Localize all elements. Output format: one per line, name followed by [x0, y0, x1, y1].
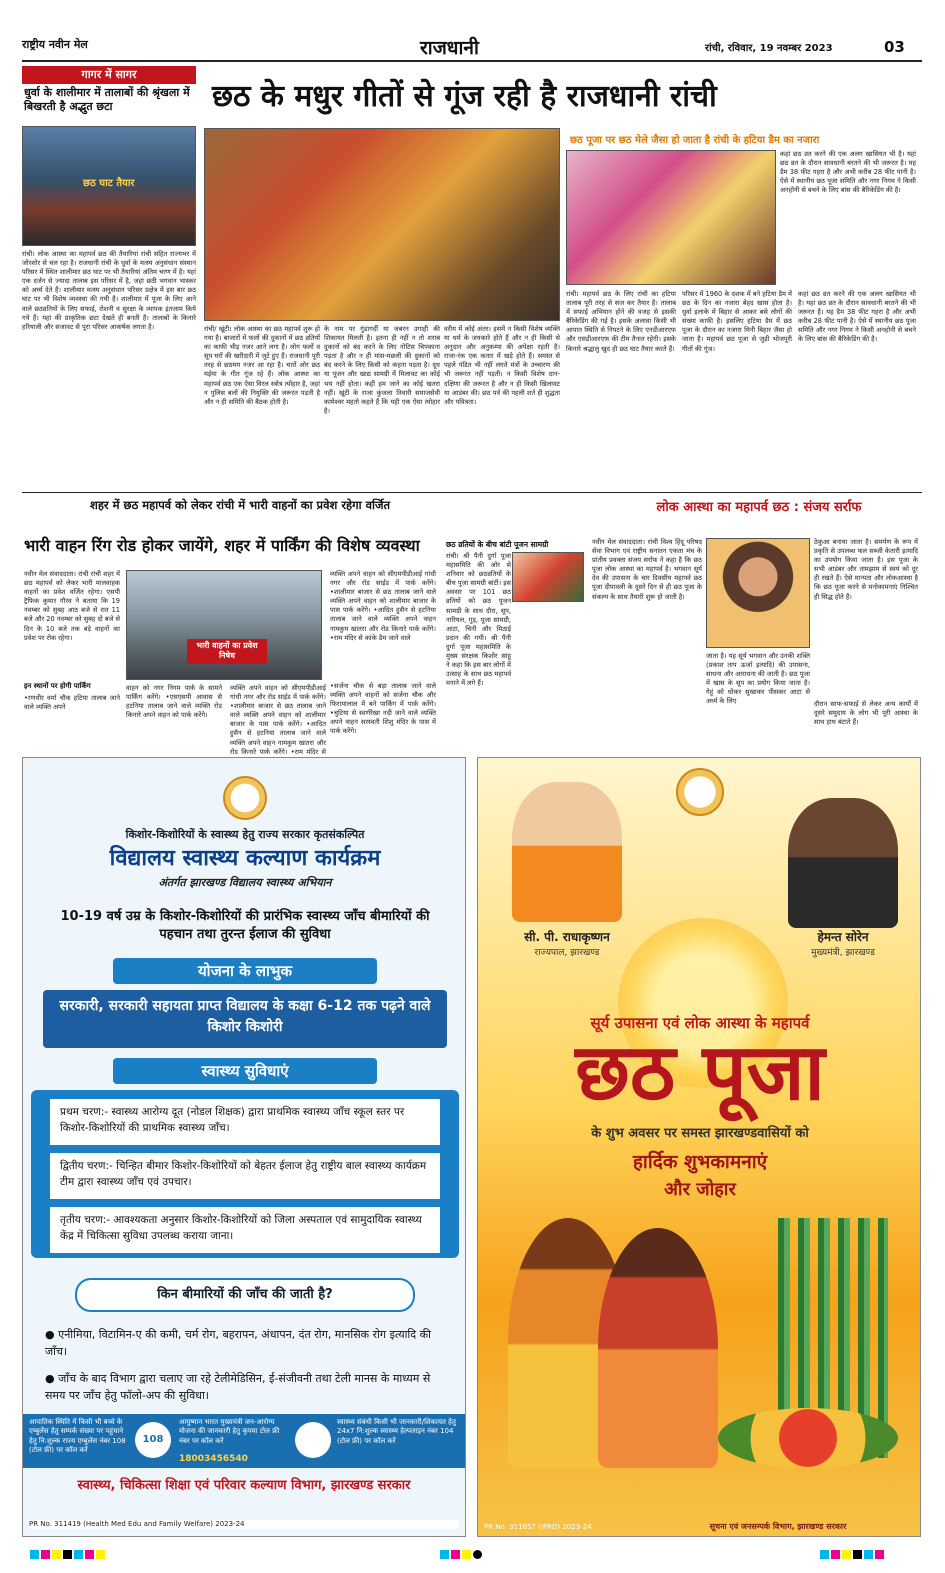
traffic-photo	[126, 570, 322, 680]
fruits-basket-illustration	[718, 1408, 898, 1468]
hatia-dam-photo	[566, 150, 776, 285]
stages-panel	[31, 1090, 459, 1258]
helpline-ayushman: आयुष्मान भारत मुख्यमंत्री जन-आरोग्य योजना की जानकारी हेतु कृपया टोल फ्री नंबर पर कॉल करें	[179, 1418, 280, 1445]
samagri-body: रांची। श्री पैनी दुर्गा पूजा महासमिति की ओर से शनिवार को छठव्रतियों के बीच पूजा सामग्री बांटी। इस अवसर पर 101 छठ व्रतियों को छठ पूजन सामग्री के साथ दौरा, सूप, नारियल, गुड़, पूजा सामग्री, आटा, चिनी और मिठाई प्रदान की गयी। श्री पैनी दुर्गा पूजा महासमिति के मुख्य संरक्षक किशोर साहू ने कहा कि इस बार लोगों में उत्साह के साथ छठ महापर्व मनाने में लगे हैं।	[446, 552, 511, 688]
sanjay-col-1: नवीन मेल संवाददाता। रांची विश्व हिंदू परिषद सेवा विभाग एवं राष्ट्रीय सनातन एकता मंच के प्रांतीय प्रवक्ता संजय सर्राफ ने कहा है कि छठ पूजा लोक आस्था का महापर्व है। भगवान सूर्य देव की उपासना के चार दिवसीय महापर्व छठ पूजा दीपावली के दूसरे दिन से ही छठ पूजा के संकल्प के साथ तैयारी शुरू हो जाती है।	[592, 538, 702, 601]
facilities-heading: स्वास्थ्य सुविधाएं	[113, 1058, 377, 1084]
traffic-col-1: नवीन मेल संवाददाता। रांची रांची शहर में छठ महापर्व को लेकर भारी मालवाहक वाहनों का प्रवेश वर्जित रहेगा। एसपी ट्रैफिक कुमार गौरव ने बताया कि 19 नवम्बर को सुबह आठ बजे से रात 11 बजे और 20 नवम्बर को सुबह दो बजे से दिन के 10 बजे तक बड़े वाहनों का प्रवेश पर रोक रहेगा।	[24, 570, 121, 642]
disease-bullet-2: ● जाँच के बाद विभाग द्वारा चलाए जा रहे टेलीमेडिसिन, ई-संजीवनी तथा टेली मानस के माध्यम से समय पर जाँच हेतु फॉलो-अप की सुविधा।	[45, 1372, 431, 1403]
traffic-col-4: •सर्जना चौक से बड़ा तालाब जाने वाले व्यक्ति अपने वाहनों को सर्जना चौक और फिरायालाल में बने पार्किंग में पार्क करेंगे। •चुटिया से स्वर्णरेखा नदी जाने वाले व्यक्ति अपने वाहन सरस्वती शिशु मंदिर के पास में पार्क करेंगे।	[330, 682, 436, 744]
disease-bullet-1-text: एनीमिया, विटामिन-ए की कमी, चर्म रोग, बहरापन, अंधापन, दंत रोग, मानसिक रोग इत्यादि की जाँच।	[45, 1328, 431, 1359]
disease-bullet-2-text: जाँच के बाद विभाग द्वारा चलाए जा रहे टेलीमेडिसिन, ई-संजीवनी तथा टेली मानस के माध्यम से समय पर जाँच हेतु फॉलो-अप की सुविधा।	[45, 1372, 431, 1403]
health-program-ad	[22, 757, 466, 1537]
greeting-line-3: और जोहार	[664, 1179, 736, 1200]
ad-health-top-line: किशोर-किशोरियों के स्वास्थ्य हेतु राज्य सरकार कृतसंकल्पित	[125, 828, 365, 841]
print-color-bar-center	[440, 1550, 484, 1562]
hatia-col-3: कहां छठ व्रत करने की एक अलग खासियत भी है। यहां छठ व्रत के दौरान सावधानी बरतने की भी जरूरत है। यह डैम 38 फीट गहरा है और अभी करीब 28 फीट पानी है। ऐसे में स्थानीय छठ पूजा समिति और नगर निगम ने किसी अनहोनी से बचने के लिए बांस की बैरिकेडिंग की है।	[780, 150, 916, 195]
governor-role: राज्यपाल, झारखण्ड	[534, 948, 600, 958]
print-color-bar-left	[30, 1550, 107, 1562]
traffic-headline: भारी वाहन रिंग रोड होकर जायेंगे, शहर में पार्किंग की विशेष व्यवस्था	[24, 536, 420, 555]
sanjay-col-2: ठेकुआ बनाया जाता है। समर्पण के रूप में प्रकृति से उपलब्ध फल सब्जी केतारी इत्यादि का उपयोग किया जाता है। इस पूजा के सभी आडंबर और तामझाम से स्वयं को दूर ही रखते हैं। ऐसे मान्यता और लोकआस्था है कि छठ पूजा करने से मनोकामनाएं निश्चित ही सिद्ध होते हैं।	[814, 538, 918, 601]
hatia-headline: छठ पूजा पर छठ मेले जैसा हो जाता है रांची के हटिया डैम का नजारा	[570, 135, 820, 146]
left-column-body: रांची। लोक आस्था का महापर्व छठ की तैयारियां रांची सहित राज्यभर में जोरशोर से चल रहा है। राजधानी रांची के धुर्वा के मत्स्य अनुसंधान संस्थान परिसर में स्थित शालीमार छठ घाट पर भी तैयारियां अंतिम चरण में है। यहां एक दर्जन से ज्यादा तालाब इस परिसर में है, जहां छठी भगवान भास्कर को अर्घ्य देते हैं। शालीमार मत्स्य अनुसंधान परिसर प्रक्षेत्र में इस बार छठ घाट पर भी विशेष व्यवस्था की गयी है। शालीमार में पूजा के लिए आने वाले छठव्रतियों के लिए सफाई, रोशनी व सुरक्षा के व्यापक इंतजाम किये गये हैं। यहां की प्राकृतिक छटा देखते ही बनती है। तालाबों के किनारे हरियाली और सजावट से पूरा परिसर आकर्षक लगता है।	[22, 250, 196, 331]
disease-bullet-1: ● एनीमिया, विटामिन-ए की कमी, चर्म रोग, बहरापन, अंधापन, दंत रोग, मानसिक रोग इत्यादि की जाँच।	[45, 1328, 431, 1359]
hatia-col-1: रांची। महापर्व छठ के लिए रांची का हटिया तालाब पूरी तरह से सज कर तैयार है। तालाब में सफाई अभियान होने की वजह से इसकी बैरिकेडिंग की गई है। इसके अलावा किसी भी आपात स्थिति से निपटने के लिए एनडीआरएफ और एसडीआरएफ की टीम तैनात रहेगी। इसके किनारे श्रद्धालु खुद ही छठ घाट तैयार करते हैं।	[566, 290, 676, 353]
main-story-col-1: रांची/ खूंटी। लोक आस्था का छठ महापर्व शुरू हो गया है। बाजारों में फलों की दुकानों में छठ व्रतियों का काफी भीड़ नजर आने लगा है। लोग फलों व सूप घरों की खरीदारी में जुटे हुए हैं। राजधानी पूरी तरह से छठमय नजर आ रहा है। चारों ओर छठ मईया के गीत गूंज रहे हैं। लोक आस्था का महापर्व छठ एक ऐसा विरल स्त्रोत्र त्योहार है, जहां न पुलिस बलों की नियुक्ति की जरूरत पड़ती है और न ही समिति की बैठक होती है।	[204, 325, 320, 406]
paper-name: राष्ट्रीय नवीन मेल	[22, 38, 88, 51]
traffic-col-3-bottom: व्यक्ति अपने वाहन को सीएमपीडीआई गांधी नगर और रोड साईड में पार्क करेंगे। •शालीमार बाजार से छठ तालाब जाने वाले व्यक्ति अपने वाहन को शालीमार बाजार के पास पार्क करेंगे। •आदित हुसैन से हटनिया तालाब जाने वाले व्यक्ति अपने वाहन नामकुम खातरा और रोड किनारे पार्क करेंगे। •राम मंदिर से	[230, 684, 326, 756]
sanjay-portrait	[706, 538, 810, 648]
samagri-headline: छठ व्रतियों के बीच बांटी पूजन सामग्री	[446, 540, 549, 549]
stage-3: तृतीय चरण:- आवश्यकता अनुसार किशोर-किशोरियों को जिला अस्पताल एवं सामुदायिक स्वास्थ्य केंद्र में चिकित्सा सुविधा उपलब्ध कराया जाना।	[49, 1206, 441, 1254]
governor-photo	[512, 782, 622, 922]
traffic-col-1b: •रणधीर वर्मा चौक हटिया तालाब जाने वाले व्यक्ति अपने	[24, 694, 120, 712]
chhath-pr-number: PR No. 311657 (IPRD) 2023-24	[484, 1523, 592, 1531]
jharkhand-emblem-icon	[223, 776, 267, 820]
stage-1: प्रथम चरण:- स्वास्थ्य आरोग्य दूत (नोडल शिक्षक) द्वारा प्राथमिक स्वास्थ्य जाँच स्कूल स्तर पर किशोर-किशोरियों की प्राथमिक स्वास्थ्य जाँच।	[49, 1098, 441, 1146]
iprd-department: सूचना एवं जनसम्पर्क विभाग, झारखण्ड सरकार	[709, 1522, 847, 1531]
helpline-ambulance: आपातिक स्थिति में किसी भी बच्चे के एम्बुलेंस हेतु सम्पर्क संख्या पर पहुंचाने हेतु नि:शुल्क राज्य एम्बुलेंस नंबर 108 (टोल फ्री) पर कॉल करें	[29, 1418, 126, 1455]
main-story-col-2: के नाम पर गुंडागर्दी या जबरन उगाही की शिकायत मिलती है। इतना ही नहीं न तो शराब दुकानों को बंद करने के लिए नोटिस चिपकाना पड़ता है और न ही मांस-मछली की दुकानों को बंद करने के लिए किसी को कहना पड़ता है। दूध या पूजन और खाद्य सामग्री में मिलावट का कोई भय नहीं होता। कहीं हम जाने का कोई खतरा नहीं। खूंटी के राजा कुंजला तिवारी समाजसेवी कामेश्वर महतो कहते हैं कि यही एक ऐसा त्योहार है।	[324, 325, 440, 415]
ad-health-subtitle: अंतर्गत झारखण्ड विद्यालय स्वास्थ्य अभियान	[158, 876, 332, 889]
shalimar-ghat-photo	[22, 126, 196, 246]
governor-name: सी. पी. राधाकृष्णन	[524, 930, 610, 944]
chhath-greeting-ad	[477, 757, 921, 1537]
left-column-banner: गागर में सागर	[22, 66, 196, 84]
ambulance-108-badge: 108	[135, 1422, 171, 1458]
chief-minister-name: हेमन्त सोरेन	[817, 930, 869, 944]
helpline-ayushman-number: 18003456540	[179, 1454, 248, 1464]
jharkhand-emblem-icon	[676, 768, 724, 816]
diseases-question: किन बीमारियों की जाँच की जाती है?	[75, 1278, 415, 1312]
stage-2: द्वितीय चरण:- चिन्हित बीमार किशोर-किशोरियों को बेहतर ईलाज हेतु राष्ट्रीय बाल स्वास्थ्य कार्यक्रम टीम द्वारा स्वास्थ्य जाँच एवं उपचार।	[49, 1152, 441, 1200]
health-pr-number: PR No. 311419 (Health Med Edu and Family Welfare) 2023-24	[29, 1520, 459, 1529]
page-number: 03	[884, 38, 905, 56]
dateline: रांची, रविवार, 19 नवम्बर 2023	[705, 43, 833, 54]
greeting-line-2: हार्दिक शुभकामनाएं	[632, 1151, 768, 1173]
no-entry-sign: भारी वाहनों का प्रवेश निषेध	[187, 639, 267, 664]
hatia-col-extra: कहां छठ व्रत करने की एक अलग खासियत भी है। यहां छठ व्रत के दौरान सावधानी बरतने की भी जरूरत है। यह डैम 38 फीट गहरा है और अभी करीब 28 फीट पानी है। ऐसे में स्थानीय छठ पूजा समिति और नगर निगम ने किसी अनहोनी से बचने के लिए बांस की बैरिकेडिंग की है।	[798, 290, 916, 344]
greeting-line-1: के शुभ अवसर पर समस्त झारखण्डवासियों को	[591, 1126, 809, 1141]
chhath-subtitle: सूर्य उपासना एवं लोक आस्था के महापर्व	[590, 1014, 810, 1032]
helpline-104-icon	[295, 1422, 331, 1458]
traffic-kicker: शहर में छठ महापर्व को लेकर रांची में भारी वाहनों का प्रवेश रहेगा वर्जित	[90, 498, 391, 512]
helpline-104: स्वास्थ्य संबंधी किसी भी जानकारी/शिकायत हेतु 24x7 नि:शुल्क स्वास्थ्य हेल्पलाइन नंबर 104 (टोल फ्री) पर कॉल करें	[337, 1418, 456, 1445]
print-color-bar-right	[820, 1550, 886, 1562]
left-column-headline: धुर्वा के शालीमार में तालाबों की श्रृंखला में बिखरती है अद्भुत छटा	[24, 86, 190, 113]
masthead-rule	[22, 60, 922, 62]
sanjay-col-4: दौरान साफ-सफाई से लेकर अन्य कार्यों में दूसरे समुदाय के लोग भी पूरी आस्था के साथ हाथ बंटाते हैं।	[814, 700, 918, 727]
section-title: राजधानी	[420, 37, 479, 59]
chhath-crowd-photo	[204, 128, 560, 321]
main-story-col-3: वरीय में कोई अंतर। इसमें न किसी विशेष व्यक्ति या धर्म के जयकारे होते हैं और न ही किसी से अनुदान और अनुकम्पा की अपेक्षा रहती है। राजा-रंक एक कतार में खड़े होते हैं। समस्त से पहले पंडित भी नहीं लगते मंत्रों के उच्चारण की भी जरूरत नहीं पड़ती। न किसी विशेष दान-दक्षिणा की जरूरत है और न ही किसी खिलावट या आडंबर की। छठ पर्व की पहली शर्त ही शुद्धता और पवित्रता।	[444, 325, 560, 406]
main-headline: छठ के मधुर गीतों से गूंज रही है राजधानी रांची	[212, 79, 717, 114]
sanjay-col-3: जाता है। यह सूर्य भगवान और उनकी शक्ति (प्रकाश ताप ऊर्जा इत्यादि) की उपासना, साधना और आराधना की जाती है। छठ पूजा में खास के सूप का प्रयोग किया जाता है। गेहूं को धोकर सुखाकर पीसकर आटा से अर्ध्य के लिए	[706, 652, 810, 706]
chhath-title: छठ पूजा	[575, 1027, 825, 1118]
helpline-strip	[23, 1414, 465, 1468]
health-department: स्वास्थ्य, चिकित्सा शिक्षा एवं परिवार कल्याण विभाग, झारखण्ड सरकार	[77, 1478, 411, 1493]
hatia-col-2: परिसर में 1960 के दशक में बने हटिया डैम में छठ के दिन का नजारा बेहद खास होता है। धुर्वा इलाके में बिहार से आकर बसे लोगों की संख्या काफी है। इसलिए हटिया डैम में छठ पूजा के दौरान का नजारा मिनी बिहार जैसा हो जाता है। महापर्व छठ पूजा से जुड़ी भोजपुरी गीतों की गूंज।	[682, 290, 792, 353]
traffic-col-3: व्यक्ति अपने वाहन को सीएमपीडीआई गांधी नगर और रोड साईड में पार्क करेंगे। •शालीमार बाजार से छठ तालाब जाने वाले व्यक्ति अपने वाहन को शालीमार बाजार के पास पार्क करेंगे। •आदित हुसैन से हटनिया तालाब जाने वाले व्यक्ति अपने वाहन नामकुम खातरा और रोड किनारे पार्क करेंगे। •राम मंदिर से कांके डैम जाने वाले	[330, 570, 436, 642]
traffic-col-2: वाहन को नगर निगम पार्क के सामने पार्किंग करेंगे। •एसएसपी आवास से हटनिया तालाब जाने वाले व्यक्ति रोड किनारे अपने वाहन को पार्क करेंगे।	[126, 684, 222, 720]
devotee-right-illustration	[598, 1228, 718, 1468]
ad-health-title: विद्यालय स्वास्थ्य कल्याण कार्यक्रम	[109, 845, 381, 871]
sanjay-headline: लोक आस्था का महापर्व छठ : संजय सर्राफ	[656, 500, 862, 515]
parking-heading: इन स्थानों पर होगी पार्किंग	[24, 682, 91, 690]
chief-minister-role: मुख्यमंत्री, झारखण्ड	[811, 948, 875, 958]
ad-health-tagline: 10-19 वर्ष उम्र के किशोर-किशोरियों की प्रारंभिक स्वास्थ्य जाँच बीमारियों की पहचान तथा तुरन्त ईलाज की सुविधा	[60, 909, 430, 943]
beneficiary-heading: योजना के लाभुक	[113, 958, 377, 984]
photo-caption: छठ घाट तैयार	[83, 178, 135, 189]
section-divider	[22, 492, 922, 493]
chief-minister-photo	[788, 798, 898, 928]
beneficiary-text: सरकारी, सरकारी सहायता प्राप्त विद्यालय के कक्षा 6-12 तक पढ़ने वाले किशोर किशोरी	[43, 990, 447, 1048]
